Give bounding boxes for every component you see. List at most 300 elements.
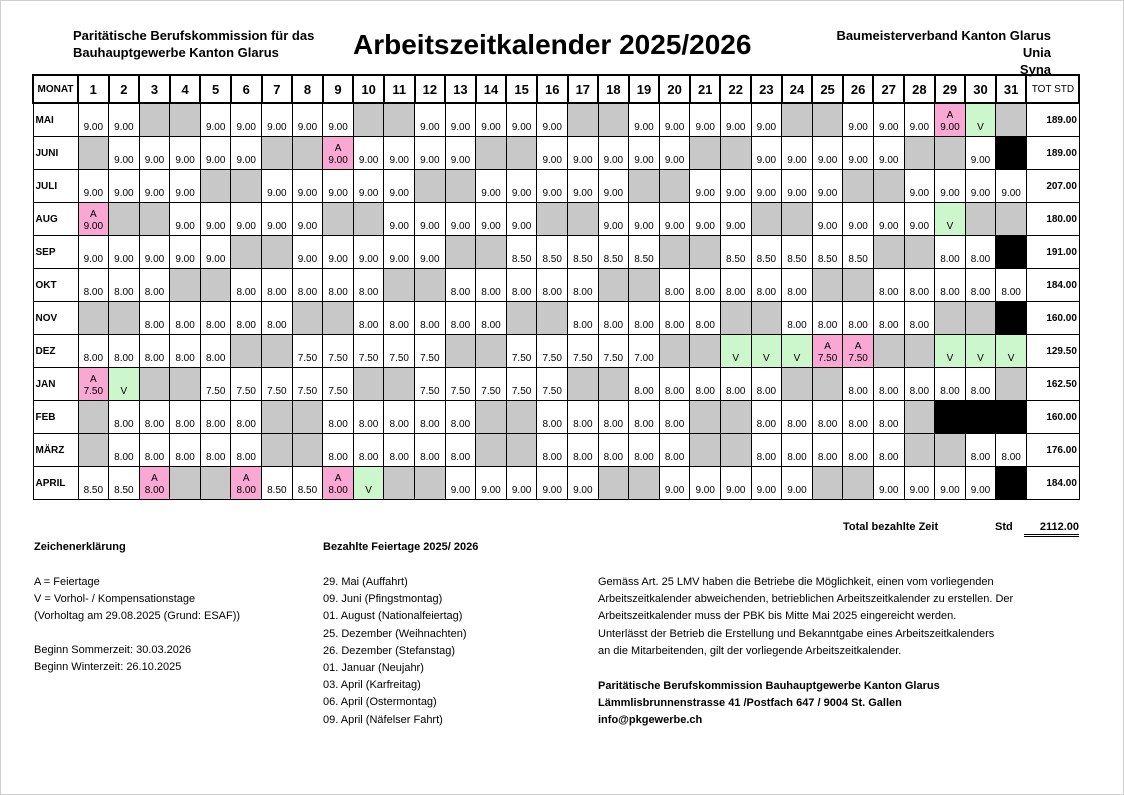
compensation-cell: V	[965, 335, 996, 368]
hours-cell: 9.00	[109, 137, 140, 170]
no-day-cell	[996, 467, 1027, 500]
hours-cell: 9.00	[109, 170, 140, 203]
hours-cell: 9.00	[109, 236, 140, 269]
day-header: 18	[598, 75, 629, 103]
hours-cell: 8.00	[690, 269, 721, 302]
hours-cell: 8.00	[659, 269, 690, 302]
hours-cell: 9.00	[262, 103, 293, 137]
hours-cell: 9.00	[170, 203, 201, 236]
weekend-cell	[996, 203, 1027, 236]
hours-cell: 8.00	[445, 269, 476, 302]
weekend-cell	[782, 203, 813, 236]
hours-cell: 7.50	[353, 335, 384, 368]
hours-cell: 8.50	[292, 467, 323, 500]
hours-cell: 8.00	[629, 434, 660, 467]
hours-cell: 8.00	[812, 434, 843, 467]
hours-cell: 9.00	[353, 137, 384, 170]
hours-cell: 8.00	[170, 434, 201, 467]
hours-cell: 9.00	[935, 467, 966, 500]
hours-cell: 8.00	[170, 401, 201, 434]
day-header: 4	[170, 75, 201, 103]
weekend-cell	[782, 103, 813, 137]
month-header: MONAT	[33, 75, 78, 103]
hours-cell: 8.50	[109, 467, 140, 500]
weekend-cell	[445, 236, 476, 269]
hours-cell: 9.00	[751, 467, 782, 500]
hours-cell: 9.00	[935, 170, 966, 203]
weekend-cell	[996, 368, 1027, 401]
weekend-cell	[323, 302, 354, 335]
hours-cell: 9.00	[445, 203, 476, 236]
weekend-cell	[292, 137, 323, 170]
hours-cell: 9.00	[598, 203, 629, 236]
weekend-cell	[384, 269, 415, 302]
hours-cell: 9.00	[292, 103, 323, 137]
no-day-cell	[996, 401, 1027, 434]
weekend-cell	[537, 203, 568, 236]
weekend-cell	[843, 269, 874, 302]
hours-cell: 9.00	[200, 103, 231, 137]
hours-cell: 9.00	[782, 137, 813, 170]
hours-cell: 8.00	[751, 269, 782, 302]
row-total: 184.00	[1026, 467, 1079, 500]
hours-cell: 8.50	[751, 236, 782, 269]
org-name: Paritätische Berufskommission Bauhauptgewerbe Kanton Glarus	[598, 680, 940, 692]
hours-cell: 9.00	[843, 203, 874, 236]
header-right-line1: Baumeisterverband Kanton Glarus	[836, 28, 1051, 43]
hours-cell: 7.50	[262, 368, 293, 401]
hours-cell: 9.00	[231, 203, 262, 236]
hours-cell: 8.00	[751, 368, 782, 401]
month-row	[33, 467, 1079, 500]
hours-cell: 9.00	[415, 103, 446, 137]
holiday-cell: A 8.00	[139, 467, 170, 500]
weekend-cell	[78, 302, 109, 335]
hours-cell: 9.00	[690, 103, 721, 137]
hours-cell: 8.00	[843, 434, 874, 467]
hours-cell: 8.00	[965, 434, 996, 467]
hours-cell: 9.00	[384, 137, 415, 170]
hours-cell: 8.00	[843, 302, 874, 335]
org-address: Lämmlisbrunnenstrasse 41 /Postfach 647 / 9004 St. Gallen	[598, 697, 902, 710]
weekend-cell	[109, 302, 140, 335]
hours-cell: 9.00	[200, 203, 231, 236]
weekend-cell	[415, 170, 446, 203]
weekend-cell	[537, 302, 568, 335]
hours-cell: 8.00	[812, 302, 843, 335]
hours-cell: 9.00	[476, 203, 507, 236]
month-row	[33, 401, 1079, 434]
weekend-cell	[904, 401, 935, 434]
hours-cell: 8.00	[200, 434, 231, 467]
hours-cell: 8.00	[323, 401, 354, 434]
hours-cell: 9.00	[415, 203, 446, 236]
day-header: 13	[445, 75, 476, 103]
weekend-cell	[292, 302, 323, 335]
weekend-cell	[262, 434, 293, 467]
month-row	[33, 170, 1079, 203]
hours-cell: 7.50	[384, 335, 415, 368]
no-day-cell	[996, 137, 1027, 170]
hours-cell: 9.00	[292, 170, 323, 203]
hours-cell: 8.00	[445, 302, 476, 335]
weekend-cell	[506, 302, 537, 335]
hours-cell: 8.00	[139, 269, 170, 302]
holiday-cell: A 8.00	[231, 467, 262, 500]
hours-cell: 8.00	[415, 302, 446, 335]
hours-cell: 9.00	[537, 467, 568, 500]
weekend-cell	[78, 401, 109, 434]
month-label: JUNI	[33, 137, 78, 170]
holiday-cell: A 9.00	[935, 103, 966, 137]
hours-cell: 8.00	[782, 269, 813, 302]
row-total: 160.00	[1026, 401, 1079, 434]
hours-cell: 7.50	[292, 368, 323, 401]
hours-cell: 9.00	[353, 236, 384, 269]
hours-cell: 8.00	[78, 335, 109, 368]
hours-cell: 9.00	[78, 103, 109, 137]
compensation-cell: V	[996, 335, 1027, 368]
day-header: 19	[629, 75, 660, 103]
legend-line: V = Vorhol- / Kompensationstage	[34, 593, 196, 605]
hours-cell: 9.00	[262, 170, 293, 203]
weekend-cell	[476, 401, 507, 434]
weekend-cell	[200, 269, 231, 302]
hours-cell: 8.00	[231, 269, 262, 302]
hours-cell: 8.00	[873, 401, 904, 434]
weekend-cell	[812, 269, 843, 302]
hours-cell: 8.50	[78, 467, 109, 500]
weekend-cell	[782, 368, 813, 401]
hours-cell: 8.00	[353, 269, 384, 302]
no-day-cell	[965, 401, 996, 434]
hours-cell: 7.00	[629, 335, 660, 368]
hours-cell: 8.00	[445, 434, 476, 467]
compensation-cell: V	[751, 335, 782, 368]
weekend-cell	[568, 368, 599, 401]
hours-cell: 9.00	[231, 103, 262, 137]
hours-cell: 9.00	[568, 170, 599, 203]
hours-cell: 9.00	[598, 137, 629, 170]
hours-cell: 8.00	[873, 302, 904, 335]
hours-cell: 9.00	[200, 236, 231, 269]
hours-cell: 9.00	[659, 103, 690, 137]
weekend-cell	[200, 467, 231, 500]
row-total: 180.00	[1026, 203, 1079, 236]
weekend-cell	[568, 203, 599, 236]
weekend-cell	[170, 368, 201, 401]
hours-cell: 9.00	[170, 236, 201, 269]
legend	[34, 574, 240, 676]
hours-cell: 9.00	[598, 170, 629, 203]
hours-cell: 7.50	[476, 368, 507, 401]
hours-cell: 9.00	[537, 103, 568, 137]
no-day-cell	[935, 401, 966, 434]
weekend-cell	[353, 203, 384, 236]
weekend-cell	[384, 368, 415, 401]
hours-cell: 8.50	[812, 236, 843, 269]
hours-cell: 9.00	[506, 203, 537, 236]
month-row	[33, 434, 1079, 467]
hours-cell: 8.00	[415, 434, 446, 467]
hours-cell: 8.00	[476, 269, 507, 302]
hours-cell: 7.50	[537, 335, 568, 368]
weekend-cell	[690, 236, 721, 269]
hours-cell: 9.00	[904, 467, 935, 500]
row-total: 189.00	[1026, 103, 1079, 137]
hours-cell: 9.00	[476, 467, 507, 500]
holiday-item: 09. Juni (Pfingstmontag)	[323, 593, 443, 606]
hours-cell: 8.00	[384, 302, 415, 335]
day-header: 14	[476, 75, 507, 103]
weekend-cell	[598, 103, 629, 137]
header-left	[73, 27, 314, 61]
hours-cell: 8.00	[965, 368, 996, 401]
hours-cell: 8.00	[231, 434, 262, 467]
holiday-item: 25. Dezember (Weihnachten)	[323, 627, 467, 640]
hours-cell: 7.50	[445, 368, 476, 401]
weekend-cell	[690, 434, 721, 467]
weekend-cell	[996, 103, 1027, 137]
day-header: 23	[751, 75, 782, 103]
hours-cell: 7.50	[568, 335, 599, 368]
hours-cell: 8.00	[109, 269, 140, 302]
month-row	[33, 103, 1079, 137]
hours-cell: 8.00	[537, 401, 568, 434]
hours-cell: 8.00	[659, 368, 690, 401]
month-label: DEZ	[33, 335, 78, 368]
day-header: 29	[935, 75, 966, 103]
hours-cell: 9.00	[323, 103, 354, 137]
hours-cell: 8.00	[935, 269, 966, 302]
hours-cell: 8.00	[139, 434, 170, 467]
hours-cell: 8.00	[170, 335, 201, 368]
hours-cell: 9.00	[812, 203, 843, 236]
hours-cell: 8.00	[598, 434, 629, 467]
hours-cell: 9.00	[506, 467, 537, 500]
day-header: 28	[904, 75, 935, 103]
day-header: 3	[139, 75, 170, 103]
weekend-cell	[935, 137, 966, 170]
hours-cell: 8.00	[659, 302, 690, 335]
day-header: 30	[965, 75, 996, 103]
hours-cell: 8.50	[506, 236, 537, 269]
row-total: 129.50	[1026, 335, 1079, 368]
weekend-cell	[323, 203, 354, 236]
hours-cell: 9.00	[629, 103, 660, 137]
weekend-cell	[812, 368, 843, 401]
hours-cell: 9.00	[904, 170, 935, 203]
day-header: 15	[506, 75, 537, 103]
hours-cell: 8.00	[568, 269, 599, 302]
hours-cell: 8.50	[629, 236, 660, 269]
hours-cell: 8.50	[262, 467, 293, 500]
row-total: 162.50	[1026, 368, 1079, 401]
hours-cell: 8.00	[139, 335, 170, 368]
hours-cell: 9.00	[384, 203, 415, 236]
hours-cell: 7.50	[200, 368, 231, 401]
hours-cell: 9.00	[568, 137, 599, 170]
hours-cell: 7.50	[415, 335, 446, 368]
hours-cell: 9.00	[476, 170, 507, 203]
hours-cell: 8.50	[568, 236, 599, 269]
month-label: MAI	[33, 103, 78, 137]
holiday-item: 26. Dezember (Stefanstag)	[323, 644, 456, 657]
hours-cell: 9.00	[720, 170, 751, 203]
day-header: 16	[537, 75, 568, 103]
hours-cell: 8.00	[873, 269, 904, 302]
hours-cell: 9.00	[353, 170, 384, 203]
hours-cell: 8.00	[445, 401, 476, 434]
hours-cell: 9.00	[200, 137, 231, 170]
weekend-cell	[139, 103, 170, 137]
hours-cell: 8.00	[200, 302, 231, 335]
hours-cell: 8.00	[231, 401, 262, 434]
hours-cell: 8.00	[629, 302, 660, 335]
weekend-cell	[751, 203, 782, 236]
weekend-cell	[506, 434, 537, 467]
hours-cell: 9.00	[843, 103, 874, 137]
hours-cell: 8.00	[629, 401, 660, 434]
hours-cell: 9.00	[873, 103, 904, 137]
header-left-line1: Paritätische Berufskommission für das	[73, 28, 315, 43]
hours-cell: 8.00	[598, 302, 629, 335]
weekend-cell	[292, 401, 323, 434]
weekend-cell	[598, 467, 629, 500]
hours-cell: 9.00	[873, 203, 904, 236]
hours-cell: 8.00	[476, 302, 507, 335]
hours-cell: 9.00	[476, 103, 507, 137]
weekend-cell	[262, 401, 293, 434]
header-left-line2: Bauhauptgewerbe Kanton Glarus	[73, 45, 279, 60]
weekend-cell	[598, 269, 629, 302]
weekend-cell	[659, 335, 690, 368]
day-header: 27	[873, 75, 904, 103]
hours-cell: 9.00	[445, 103, 476, 137]
weekend-cell	[353, 368, 384, 401]
hours-cell: 9.00	[415, 137, 446, 170]
holiday-item: 09. April (Näfelser Fahrt)	[323, 713, 443, 726]
hours-cell: 9.00	[996, 170, 1027, 203]
month-row	[33, 368, 1079, 401]
hours-cell: 9.00	[629, 137, 660, 170]
day-header: 1	[78, 75, 109, 103]
holiday-cell: A 8.00	[323, 467, 354, 500]
weekend-cell	[262, 137, 293, 170]
weekend-cell	[598, 368, 629, 401]
hours-cell: 9.00	[659, 137, 690, 170]
weekend-cell	[873, 236, 904, 269]
row-total: 207.00	[1026, 170, 1079, 203]
organization-contact	[598, 678, 940, 730]
weekend-cell	[476, 335, 507, 368]
day-header: 10	[353, 75, 384, 103]
weekend-cell	[904, 335, 935, 368]
month-label: JULI	[33, 170, 78, 203]
hours-cell: 9.00	[720, 203, 751, 236]
hours-cell: 9.00	[782, 170, 813, 203]
org-email: info@pkgewerbe.ch	[598, 714, 703, 727]
weekend-cell	[231, 170, 262, 203]
weekend-cell	[139, 203, 170, 236]
hours-cell: 9.00	[812, 137, 843, 170]
hours-cell: 8.00	[568, 302, 599, 335]
legend-line: A = Feiertage	[34, 576, 100, 588]
weekend-cell	[78, 137, 109, 170]
hours-cell: 8.00	[200, 335, 231, 368]
compensation-cell: V	[353, 467, 384, 500]
hours-cell: 8.00	[231, 302, 262, 335]
hours-cell: 9.00	[659, 203, 690, 236]
info-line: Arbeitszeitkalender muss der PBK bis Mitte Mai 2025 eingereicht werden.	[598, 610, 957, 623]
hours-cell: 8.50	[782, 236, 813, 269]
hours-cell: 8.00	[843, 401, 874, 434]
hours-cell: 9.00	[659, 467, 690, 500]
hours-cell: 9.00	[720, 103, 751, 137]
info-line: an die Mitarbeitenden, gilt der vorliegende Arbeitszeitkalender.	[598, 644, 902, 657]
day-header: 7	[262, 75, 293, 103]
weekend-cell	[935, 302, 966, 335]
hours-cell: 9.00	[873, 137, 904, 170]
hours-cell: 8.00	[598, 401, 629, 434]
hours-cell: 8.00	[659, 401, 690, 434]
hours-cell: 9.00	[690, 467, 721, 500]
weekend-cell	[873, 335, 904, 368]
day-header: 2	[109, 75, 140, 103]
weekend-cell	[262, 236, 293, 269]
header-right-line2: Unia	[1022, 45, 1051, 60]
hours-cell: 7.50	[506, 368, 537, 401]
hours-cell: 8.00	[720, 269, 751, 302]
hours-cell: 8.00	[935, 368, 966, 401]
hours-cell: 7.50	[506, 335, 537, 368]
info-line: Unterlässt der Betrieb die Erstellung und Bekanntgabe eines Arbeitszeitkalenders	[598, 627, 995, 640]
month-label: APRIL	[33, 467, 78, 500]
hours-cell: 9.00	[384, 170, 415, 203]
compensation-cell: V	[935, 203, 966, 236]
hours-cell: 7.50	[292, 335, 323, 368]
calendar-table	[32, 74, 1080, 500]
hours-cell: 8.00	[965, 236, 996, 269]
hours-cell: 8.00	[873, 434, 904, 467]
row-total: 176.00	[1026, 434, 1079, 467]
row-total: 184.00	[1026, 269, 1079, 302]
month-row	[33, 335, 1079, 368]
hours-cell: 9.00	[751, 170, 782, 203]
weekend-cell	[629, 467, 660, 500]
hours-cell: 8.00	[109, 434, 140, 467]
holiday-item: 29. Mai (Auffahrt)	[323, 576, 408, 588]
hours-cell: 9.00	[139, 170, 170, 203]
hours-cell: 9.00	[568, 467, 599, 500]
hours-cell: 8.00	[292, 269, 323, 302]
hours-cell: 9.00	[109, 103, 140, 137]
hours-cell: 8.00	[965, 269, 996, 302]
hours-cell: 9.00	[965, 170, 996, 203]
hours-cell: 8.00	[996, 434, 1027, 467]
hours-cell: 9.00	[782, 467, 813, 500]
weekend-cell	[751, 302, 782, 335]
month-label: MÄRZ	[33, 434, 78, 467]
hours-cell: 9.00	[873, 467, 904, 500]
holiday-cell: A 7.50	[843, 335, 874, 368]
holiday-item: 03. April (Karfreitag)	[323, 679, 421, 692]
weekend-cell	[415, 467, 446, 500]
hours-cell: 8.00	[109, 335, 140, 368]
weekend-cell	[873, 170, 904, 203]
hours-cell: 7.50	[323, 368, 354, 401]
hours-cell: 9.00	[537, 170, 568, 203]
